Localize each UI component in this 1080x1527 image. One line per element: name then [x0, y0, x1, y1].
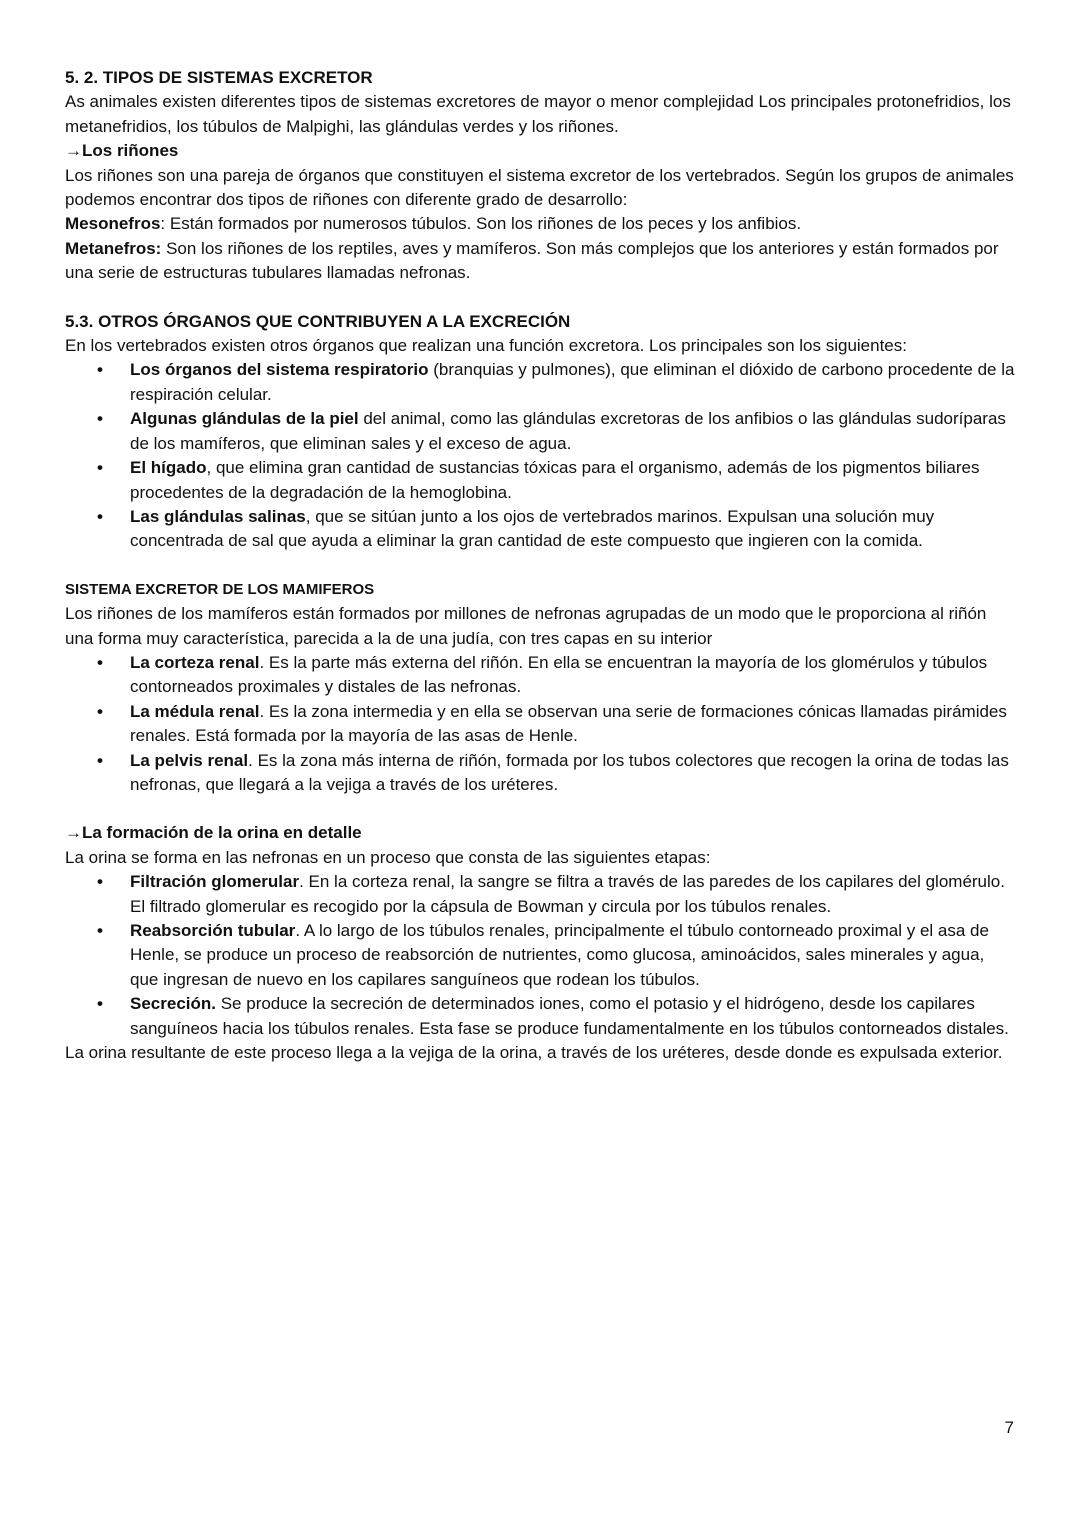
list-item — [65, 919, 1015, 992]
list-item-text: . A lo largo de los túbulos renales, principalmente el túbulo contorneado proximal y el asa de Henle, se produce un proceso de reabsorción de nutrientes, como glucosa, aminoácidos, sales minerales y agua, que ingresan de nuevo en los capilares sanguíneos que rodean los túbulos. — [130, 921, 989, 989]
list-item-term: La corteza renal — [130, 652, 260, 672]
bullet-icon: • — [97, 701, 103, 721]
spacer — [65, 286, 1015, 310]
bullet-icon: • — [97, 994, 103, 1014]
mammals-title: SISTEMA EXCRETOR DE LOS MAMIFEROS — [65, 580, 375, 598]
list-item — [65, 456, 1015, 505]
other-organs-list — [65, 358, 1015, 553]
section-5-3-title: 5.3. OTROS ÓRGANOS QUE CONTRIBUYEN A LA EXCRECIÓN — [65, 311, 571, 331]
urine-formation-intro: La orina se forma en las nefronas en un proceso que consta de las siguientes etapas: — [65, 847, 711, 867]
urine-formation-title — [65, 821, 1015, 845]
bullet-icon: • — [97, 750, 103, 770]
bullet-icon: • — [97, 652, 103, 672]
spacer — [65, 797, 1015, 821]
list-item-term: La médula renal — [130, 701, 260, 721]
list-item-term: Algunas glándulas de la piel — [130, 409, 359, 429]
list-item-term: Reabsorción tubular — [130, 921, 296, 940]
arrow-icon: → — [65, 823, 82, 843]
list-item — [65, 870, 1015, 919]
bullet-icon: • — [97, 360, 103, 380]
list-item — [65, 358, 1015, 407]
list-item-text: . Es la zona más interna de riñón, formada por los tubos colectores que recogen la orina de todas las nefronas, que llegará a la vejiga a través de los uréteres. — [130, 750, 1009, 794]
urine-stages-list — [65, 870, 1015, 1041]
kidneys-subheading — [65, 139, 1015, 163]
list-item-term: Los órganos del sistema respiratorio — [130, 360, 429, 380]
list-item — [65, 700, 1015, 749]
urine-closing-paragraph: La orina resultante de este proceso llega a la vejiga de la orina, a través de los uréteres, desde donde es expulsada exterior. — [65, 1043, 1003, 1063]
kidneys-subheading-text: Los riñones — [82, 141, 179, 161]
section-5-2-title: 5. 2. TIPOS DE SISTEMAS EXCRETOR — [65, 68, 373, 87]
list-item-term: Secreción. — [130, 994, 216, 1014]
spacer — [65, 554, 1015, 578]
bullet-icon: • — [97, 872, 103, 892]
list-item — [65, 407, 1015, 456]
kidneys-paragraph: Los riñones son una pareja de órganos que constituyen el sistema excretor de los vertebrados. Según los grupos de animales podemos encontrar dos tipos de riñones con diferente grado de desarrollo: — [65, 165, 1014, 210]
list-item-text: , que se sitúan junto a los ojos de vertebrados marinos. Expulsan una solución muy concentrada de sal que ayuda a eliminar la gran cantidad de este compuesto que ingieren con la comida. — [130, 506, 935, 551]
section-5-3-intro: En los vertebrados existen otros órganos que realizan una función excretora. Los principales son los siguientes: — [65, 336, 907, 356]
list-item-term: Filtración glomerular — [130, 872, 300, 892]
bullet-icon: • — [97, 921, 103, 940]
list-item-text: . Es la parte más externa del riñón. En ella se encuentran la mayoría de los glomérulos y túbulos contorneados proximales y distales de las nefronas. — [130, 652, 988, 697]
list-item — [65, 651, 1015, 700]
mesonefros-term: Mesonefros — [65, 214, 161, 234]
bullet-icon: • — [97, 409, 103, 429]
list-item-text: del animal, como las glándulas excretoras de los anfibios o las glándulas sudoríparas de los mamíferos, que eliminan sales y el exceso de agua. — [130, 409, 1006, 453]
metanefros-text: Son los riñones de los reptiles, aves y mamíferos. Son más complejos que los anteriores y están formados por una serie de estructuras tubulares llamadas nefronas. — [65, 238, 999, 283]
arrow-icon: → — [65, 141, 82, 161]
mesonefros-text: : Están formados por numerosos túbulos. Son los riñones de los peces y los anfibios. — [160, 214, 802, 234]
kidney-layers-list — [65, 651, 1015, 797]
list-item-term: El hígado — [130, 458, 207, 478]
list-item — [65, 505, 1015, 554]
metanefros-term: Metanefros: — [65, 238, 162, 258]
list-item — [65, 749, 1015, 798]
list-item-text: Se produce la secreción de determinados iones, como el potasio y el hidrógeno, desde los capilares sanguíneos hacia los túbulos renales. Esta fase se produce fundamentalmente en los túbulos contorneados distales. — [130, 994, 1009, 1038]
metanefros-definition — [65, 237, 1015, 286]
mesonefros-definition — [65, 212, 1015, 236]
document-page — [65, 66, 1015, 1065]
list-item — [65, 992, 1015, 1041]
list-item-text: . En la corteza renal, la sangre se filtra a través de las paredes de los capilares del glomérulo. El filtrado glomerular es recogido por la cápsula de Bowman y circula por los túbulos renales. — [130, 872, 1005, 916]
list-item-text: (branquias y pulmones), que eliminan el dióxido de carbono procedente de la respiración celular. — [130, 360, 1015, 404]
bullet-icon: • — [97, 458, 103, 478]
bullet-icon: • — [97, 506, 103, 526]
section-5-2-intro: As animales existen diferentes tipos de sistemas excretores de mayor o menor complejidad Los principales protonefridios, los metanefridios, los túbulos de Malpighi, las glándulas verdes y los riñones. — [65, 92, 1011, 136]
urine-formation-title-text: La formación de la orina en detalle — [82, 823, 362, 843]
mammals-intro: Los riñones de los mamíferos están formados por millones de nefronas agrupadas de un modo que le proporciona al riñón una forma muy característica, parecida a la de una judía, con tres capas en su interior — [65, 604, 987, 648]
list-item-text: . Es la zona intermedia y en ella se observan una serie de formaciones cónicas llamadas pirámides renales. Está formada por la mayoría de las asas de Henle. — [130, 701, 1007, 746]
list-item-term: La pelvis renal — [130, 750, 249, 770]
list-item-text: , que elimina gran cantidad de sustancias tóxicas para el organismo, además de los pigmentos biliares procedentes de la degradación de la hemoglobina. — [130, 458, 980, 502]
list-item-term: Las glándulas salinas — [130, 506, 306, 526]
page-number: 7 — [1004, 1418, 1014, 1437]
